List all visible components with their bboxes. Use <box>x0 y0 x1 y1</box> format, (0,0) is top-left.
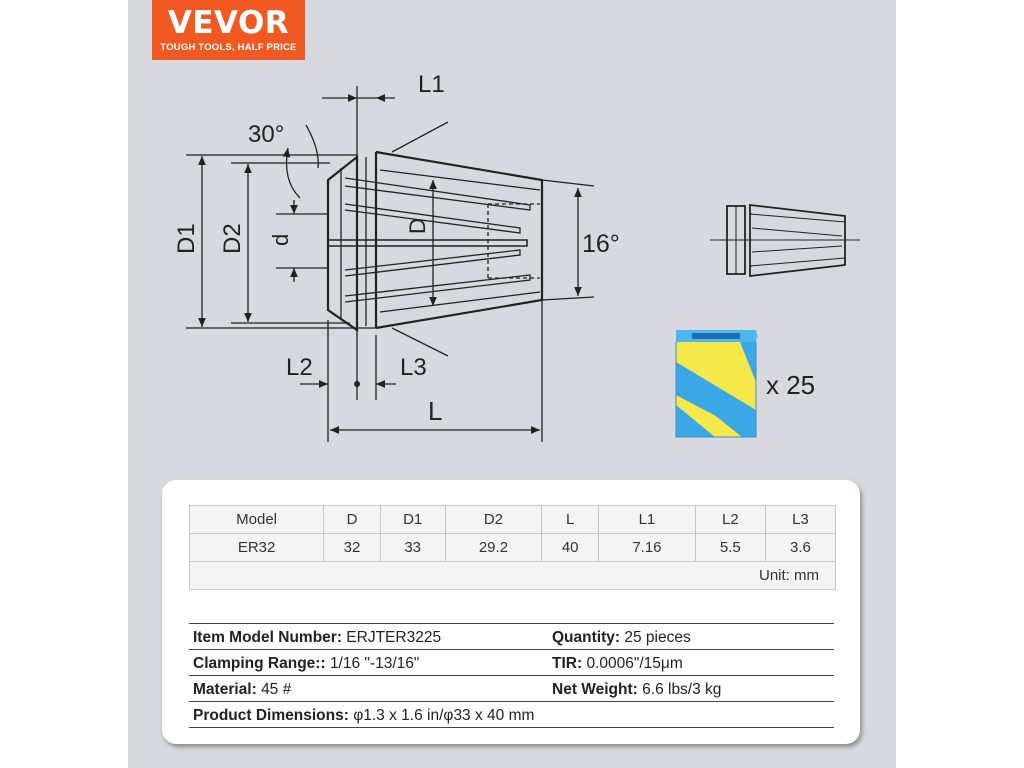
table-row <box>190 534 836 562</box>
header-l1: L1 <box>599 506 696 534</box>
cell-d: 32 <box>324 534 381 562</box>
info-row <box>189 702 834 728</box>
info-row <box>189 650 834 676</box>
header-d1: D1 <box>380 506 445 534</box>
label-d-small: d <box>268 233 293 246</box>
label-l3: L3 <box>400 354 427 381</box>
cell-l: 40 <box>542 534 599 562</box>
header-l2: L2 <box>695 506 765 534</box>
specifications-card <box>162 480 860 744</box>
cell-l2: 5.5 <box>695 534 765 562</box>
table-header-row <box>190 506 836 534</box>
net-weight: Net Weight: 6.6 lbs/3 kg <box>552 681 722 698</box>
label-d1: D1 <box>173 223 200 254</box>
quantity-label: x 25 <box>766 370 816 400</box>
label-l1: L1 <box>418 71 445 98</box>
spec-table <box>189 505 836 590</box>
label-l: L <box>428 396 443 426</box>
cell-l3: 3.6 <box>765 534 835 562</box>
unit-row <box>190 562 836 590</box>
header-model: Model <box>190 506 324 534</box>
quantity: Quantity: 25 pieces <box>552 629 691 646</box>
product-dimensions: Product Dimensions: φ1.3 x 1.6 in/φ33 x 40 mm <box>193 707 535 724</box>
header-l3: L3 <box>765 506 835 534</box>
logo-brand: VEVOR <box>167 5 290 41</box>
info-row <box>189 676 834 702</box>
label-angle-30: 30° <box>248 121 285 148</box>
material: Material: 45 # <box>193 681 292 698</box>
info-row <box>189 623 834 650</box>
item-model: Item Model Number: ERJTER3225 <box>193 629 442 646</box>
header-l: L <box>542 506 599 534</box>
clamping-range: Clamping Range:: 1/16 "-13/16" <box>193 655 420 672</box>
label-d-big: D <box>405 218 430 234</box>
label-d2: D2 <box>219 223 246 254</box>
packaging-box <box>676 330 758 437</box>
unit-label: Unit: mm <box>190 562 836 590</box>
cell-d1: 33 <box>380 534 445 562</box>
label-l2: L2 <box>286 354 313 381</box>
label-angle-16: 16° <box>582 230 620 258</box>
tir: TIR: 0.0006"/15μm <box>552 655 683 672</box>
cell-d2: 29.2 <box>445 534 542 562</box>
product-info <box>189 623 834 728</box>
header-d2: D2 <box>445 506 542 534</box>
header-d: D <box>324 506 381 534</box>
cell-l1: 7.16 <box>599 534 696 562</box>
logo-tagline: TOUGH TOOLS, HALF PRICE <box>160 42 297 53</box>
cell-model: ER32 <box>190 534 324 562</box>
collet-small-view <box>710 205 860 276</box>
